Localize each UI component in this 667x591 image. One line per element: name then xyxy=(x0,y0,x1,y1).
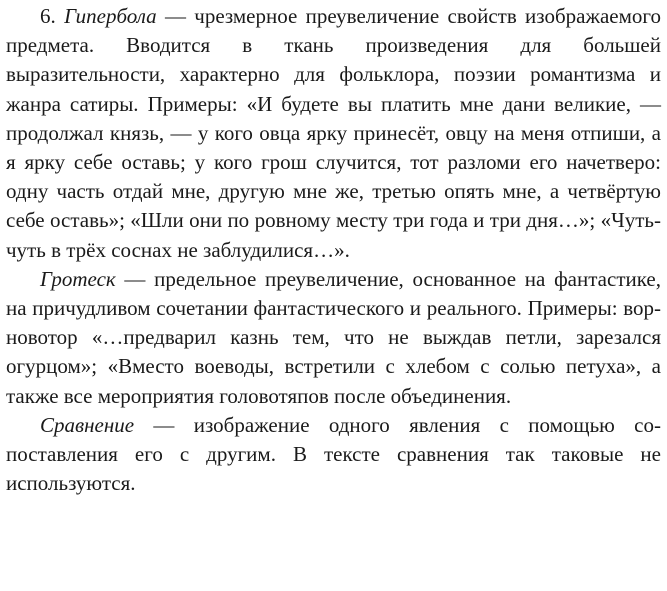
term-grotesque: Гротеск xyxy=(40,266,116,291)
paragraph-grotesque xyxy=(6,265,661,411)
definition-hyperbole: — чрезмерное преувеличение свойств изображаемого предмета. Вводится в ткань произведения для большей выразительности, характерно для фольклора, поэзии романтизма и жанра сатиры. Примеры: «И будете вы платить мне дани великие, — продолжал князь, — у кого овца ярку принесёт, овцу на меня отпиши, а я ярку себе оставь; у кого грош случится, тот разломи его начетверо: одну часть отдай мне, другую мне же, третью опять мне, а четвёртую себе оставь»; «Шли они по ровному месту три года и три дня…»; «Чуть-чуть в трёх соснах не заблудилися…». xyxy=(6,4,662,262)
document-page xyxy=(6,2,661,498)
definition-grotesque: — предельное преувеличение, основанное на фантастике, на причудливом сочетании фантастического и реального. Примеры: вор-новотор «…предварил казнь тем, что не выждав петли, зарезался огурцом»; «Вместо воеводы, встретили с хлебом с солью петуха», а также все мероприятия головотяпов после объединения. xyxy=(6,266,661,408)
item-number: 6. xyxy=(40,4,56,28)
paragraph-comparison xyxy=(6,411,661,499)
definition-comparison: — изображение одного явления с помощью сопоставления его с другим. В тексте сравнения так таковые не используются. xyxy=(6,412,661,496)
term-comparison: Сравнение xyxy=(40,412,135,437)
term-hyperbole: Гипербола xyxy=(64,4,157,28)
paragraph-hyperbole xyxy=(6,2,661,265)
